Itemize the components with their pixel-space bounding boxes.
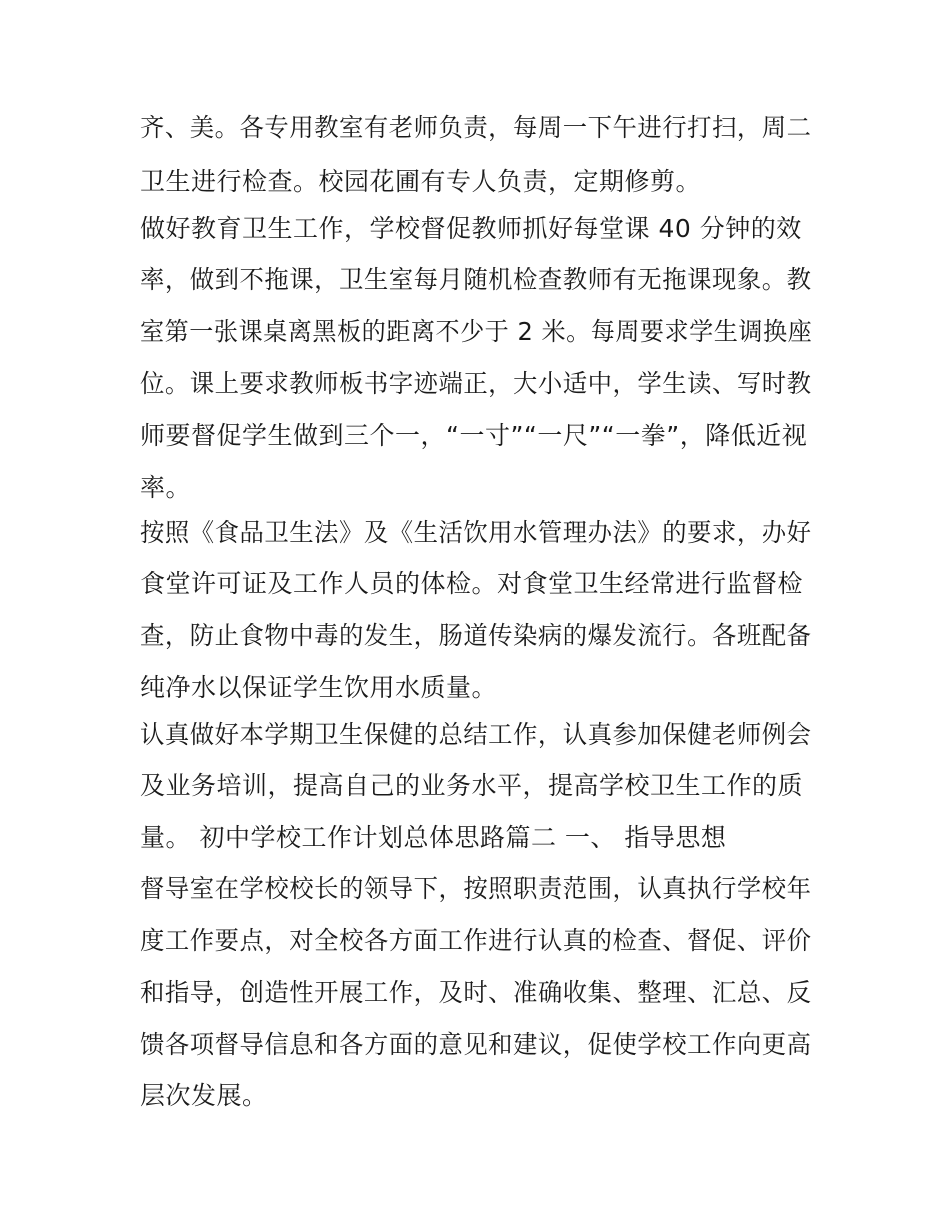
text-line: 位。课上要求教师板书字迹端正，大小适中，学生读、写时教 bbox=[140, 369, 812, 398]
text-line: 师要督促学生做到三个一，“一寸”“一尺”“一拳”，降低近视 bbox=[140, 421, 808, 450]
text-line: 率，做到不拖课，卫生室每月随机检查教师有无拖课现象。教 bbox=[140, 265, 812, 294]
text-line: 馈各项督导信息和各方面的意见和建议，促使学校工作向更高 bbox=[140, 1030, 812, 1059]
text-line: 督导室在学校校长的领导下，按照职责范围，认真执行学校年 bbox=[140, 874, 812, 903]
text-line: 度工作要点，对全校各方面工作进行认真的检查、督促、评价 bbox=[140, 926, 812, 955]
text-line: 认真做好本学期卫生保健的总结工作，认真参加保健老师例会 bbox=[140, 720, 812, 749]
text-line: 按照《食品卫生法》及《生活饮用水管理办法》的要求，办好 bbox=[140, 518, 812, 547]
text-line: 及业务培训，提高自己的业务水平，提高学校卫生工作的质 bbox=[140, 771, 804, 800]
text-line: 室第一张课桌离黑板的距离不少于 2 米。每周要求学生调换座 bbox=[140, 317, 813, 346]
text-line: 卫生进行检查。校园花圃有专人负责，定期修剪。 bbox=[140, 167, 702, 196]
text-line: 做好教育卫生工作，学校督促教师抓好每堂课 40 分钟的效 bbox=[140, 214, 802, 243]
text-line: 纯净水以保证学生饮用水质量。 bbox=[140, 673, 498, 702]
text-line: 量。 初中学校工作计划总体思路篇二 一、 指导思想 bbox=[140, 823, 727, 852]
text-line: 查，防止食物中毒的发生，肠道传染病的爆发流行。各班配备 bbox=[140, 621, 812, 650]
text-line: 和指导，创造性开展工作，及时、准确收集、整理、汇总、反 bbox=[140, 978, 812, 1007]
text-line: 食堂许可证及工作人员的体检。对食堂卫生经常进行监督检 bbox=[140, 569, 804, 598]
text-line: 齐、美。各专用教室有老师负责，每周一下午进行打扫，周二 bbox=[140, 113, 812, 142]
text-line: 率。 bbox=[140, 473, 192, 502]
text-line: 层次发展。 bbox=[140, 1081, 268, 1110]
